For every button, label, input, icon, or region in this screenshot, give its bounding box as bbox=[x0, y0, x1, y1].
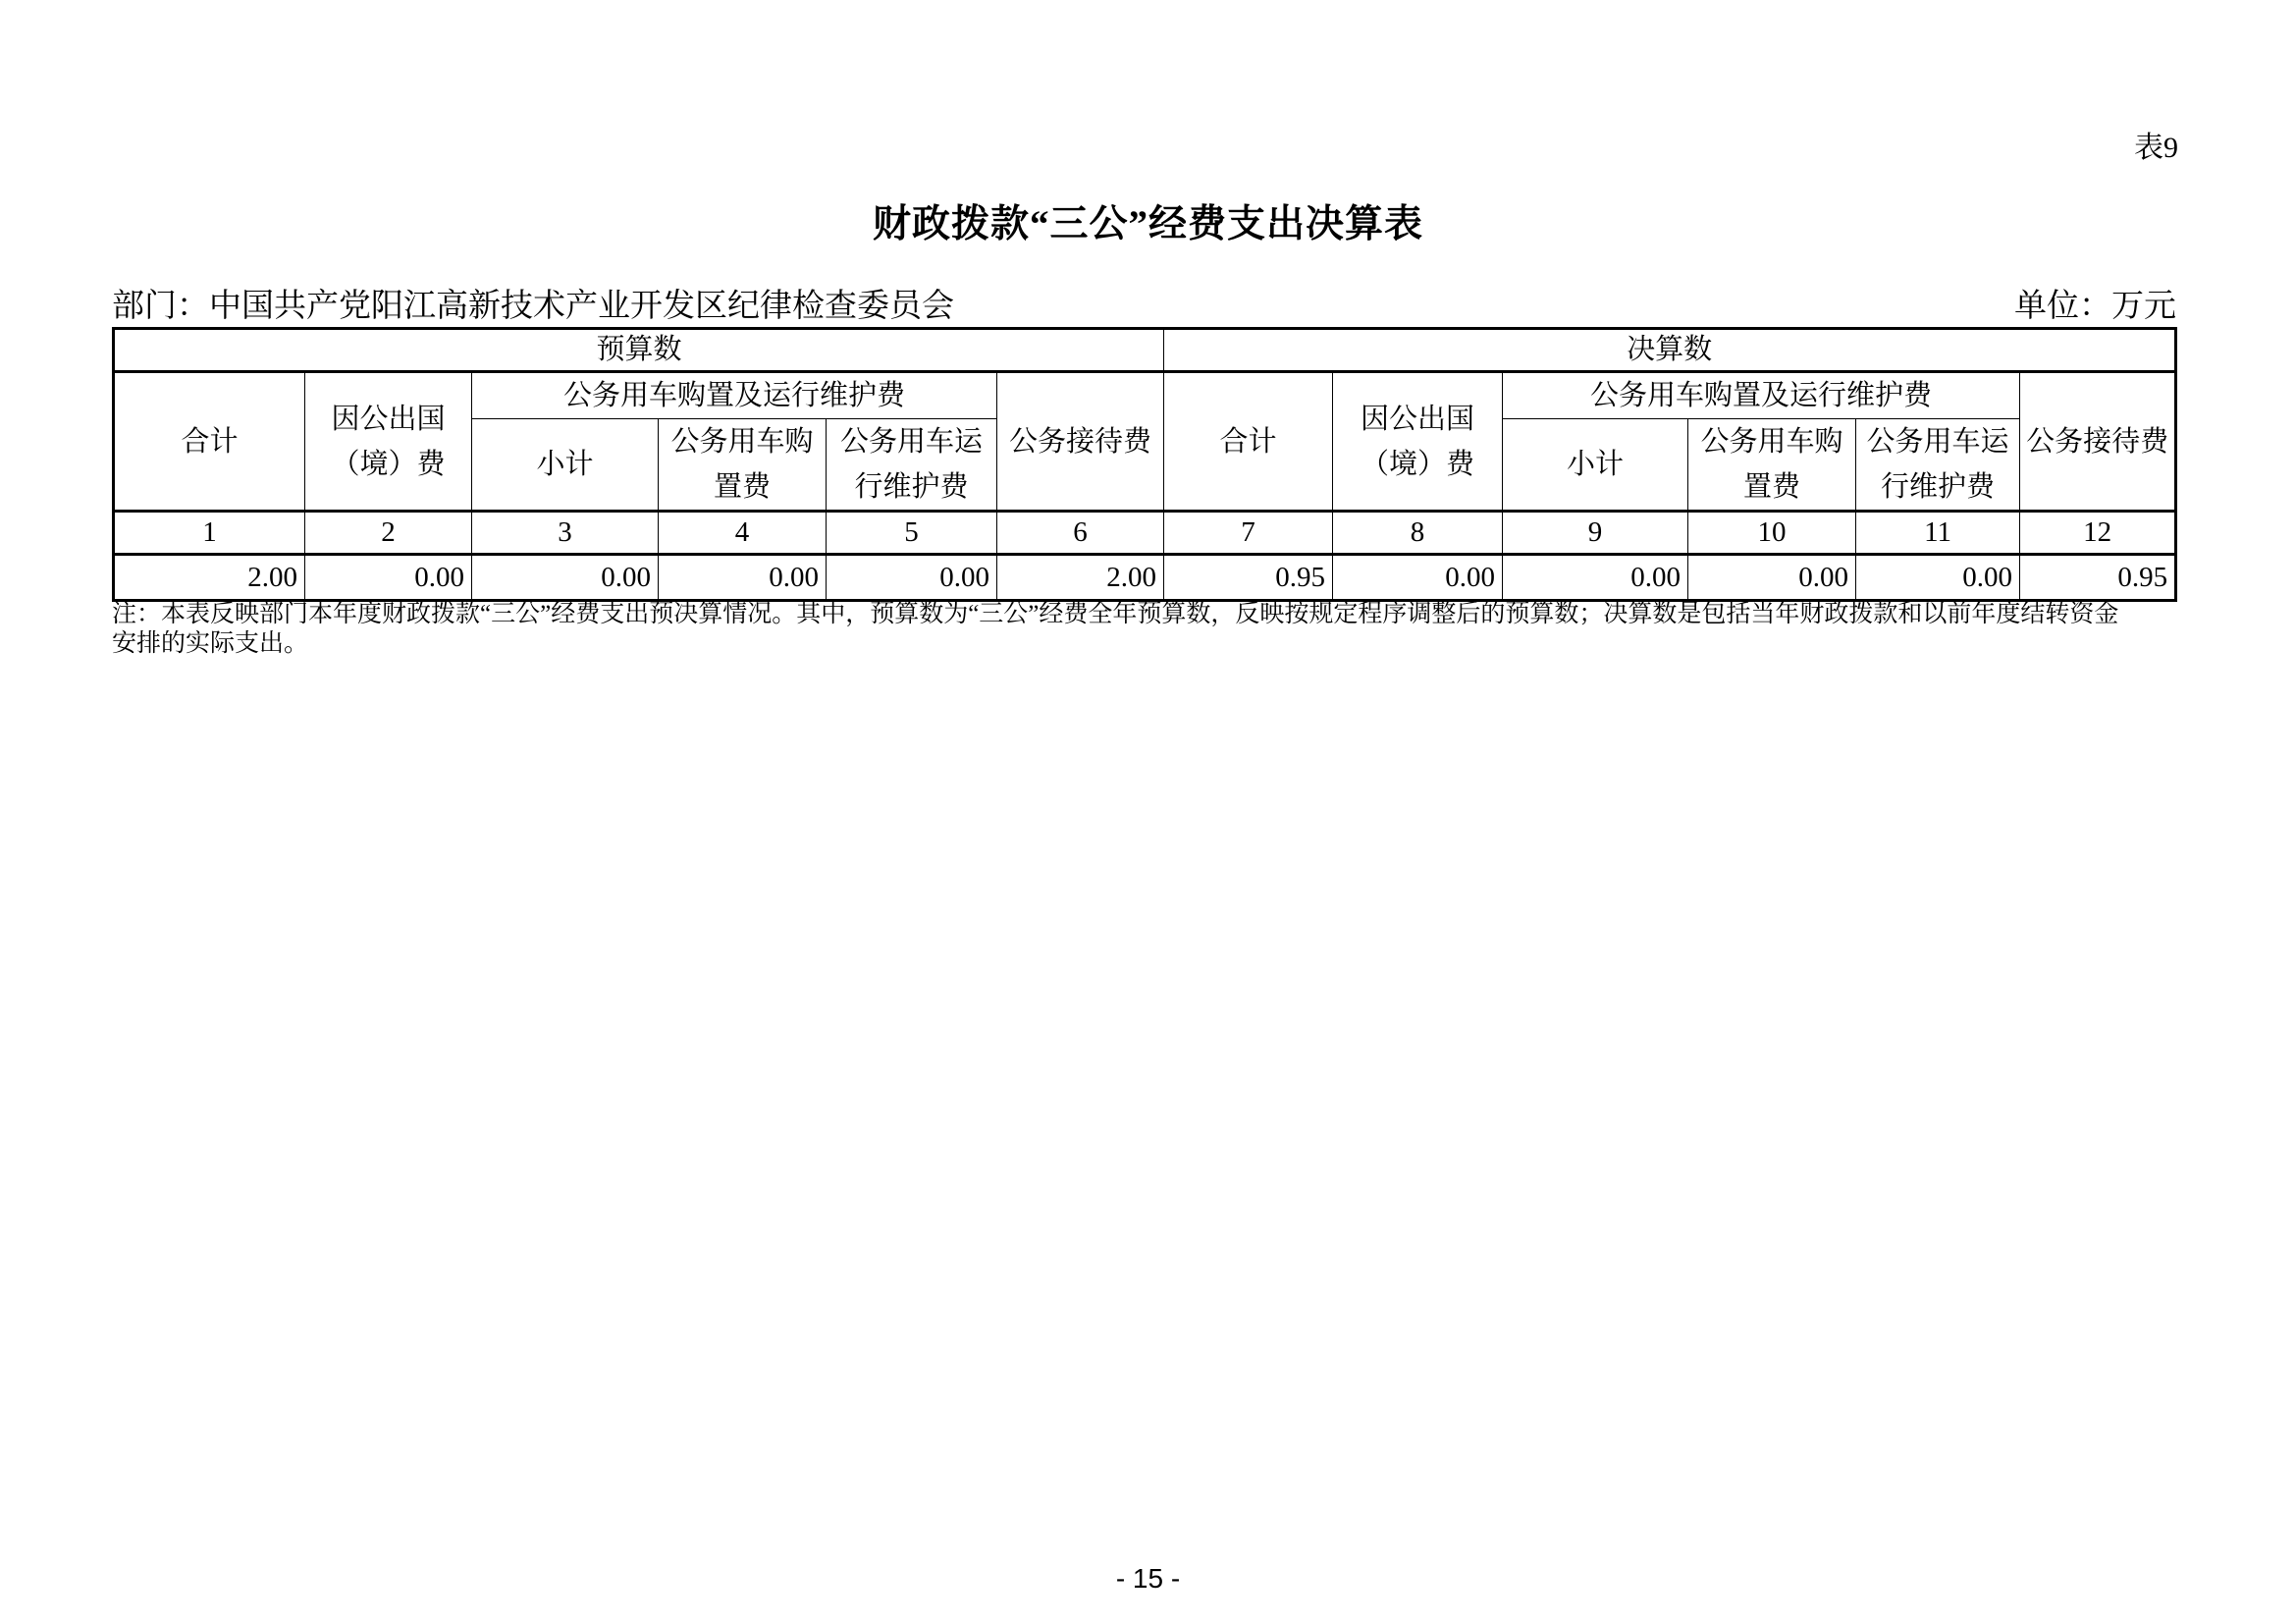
budget-group-header: 预算数 bbox=[114, 329, 1164, 372]
table-note-line2: 安排的实际支出。 bbox=[112, 630, 309, 657]
budget-maintenance-header-line1: 公务用车运 bbox=[839, 426, 983, 458]
budget-purchase-header bbox=[659, 419, 827, 512]
final-reception-header: 公务接待费 bbox=[2020, 372, 2176, 512]
budget-subtotal-header: 小计 bbox=[472, 419, 659, 512]
budget-purchase-value: 0.00 bbox=[659, 555, 827, 601]
final-purchase-header bbox=[1688, 419, 1856, 512]
col-index-7: 7 bbox=[1164, 512, 1333, 555]
budget-total-value: 2.00 bbox=[114, 555, 305, 601]
col-index-6: 6 bbox=[997, 512, 1164, 555]
three-public-expense-table bbox=[112, 327, 2177, 602]
group-header-row bbox=[114, 329, 2176, 372]
table-tag: 表9 bbox=[2134, 132, 2178, 164]
data-row bbox=[114, 555, 2176, 601]
final-group-header: 决算数 bbox=[1164, 329, 2176, 372]
final-maintenance-header bbox=[1856, 419, 2020, 512]
final-reception-value: 0.95 bbox=[2020, 555, 2176, 601]
meta-row bbox=[112, 287, 2176, 326]
final-total-header: 合计 bbox=[1164, 372, 1333, 512]
budget-abroad-value: 0.00 bbox=[305, 555, 472, 601]
col-index-10: 10 bbox=[1688, 512, 1856, 555]
final-maintenance-header-line2: 行维护费 bbox=[1881, 471, 1996, 503]
unit-label: 单位：万元 bbox=[2014, 289, 2176, 324]
budget-abroad-header-line2: （境）费 bbox=[331, 448, 446, 480]
final-purchase-header-line2: 置费 bbox=[1743, 471, 1801, 503]
final-purchase-value: 0.00 bbox=[1688, 555, 1856, 601]
table-note bbox=[112, 600, 2203, 659]
department-label: 部门：中国共产党阳江高新技术产业开发区纪律检查委员会 bbox=[112, 289, 954, 324]
table-note-line1: 注：本表反映部门本年度财政拨款“三公”经费支出预决算情况。其中，预算数为“三公”经费全年预算数，反映按规定程序调整后的预算数；决算数是包括当年财政拨款和以前年度结转资金 bbox=[112, 601, 2119, 627]
final-vehicle-group-header: 公务用车购置及运行维护费 bbox=[1503, 372, 2020, 419]
budget-purchase-header-line2: 置费 bbox=[713, 471, 771, 503]
budget-abroad-header bbox=[305, 372, 472, 512]
budget-purchase-header-line1: 公务用车购 bbox=[670, 426, 814, 458]
budget-maintenance-header-line2: 行维护费 bbox=[854, 471, 969, 503]
budget-subtotal-value: 0.00 bbox=[472, 555, 659, 601]
col-index-4: 4 bbox=[659, 512, 827, 555]
column-header-row-upper bbox=[114, 372, 2176, 419]
final-abroad-header-line2: （境）费 bbox=[1361, 448, 1475, 480]
budget-vehicle-group-header: 公务用车购置及运行维护费 bbox=[472, 372, 997, 419]
budget-total-header: 合计 bbox=[114, 372, 305, 512]
col-index-12: 12 bbox=[2020, 512, 2176, 555]
final-subtotal-header: 小计 bbox=[1503, 419, 1688, 512]
budget-maintenance-header bbox=[827, 419, 997, 512]
col-index-9: 9 bbox=[1503, 512, 1688, 555]
col-index-2: 2 bbox=[305, 512, 472, 555]
final-purchase-header-line1: 公务用车购 bbox=[1700, 426, 1843, 458]
col-index-1: 1 bbox=[114, 512, 305, 555]
col-index-11: 11 bbox=[1856, 512, 2020, 555]
col-index-5: 5 bbox=[827, 512, 997, 555]
budget-reception-value: 2.00 bbox=[997, 555, 1164, 601]
budget-reception-header: 公务接待费 bbox=[997, 372, 1164, 512]
page-title: 财政拨款“三公”经费支出决算表 bbox=[872, 203, 1423, 245]
budget-abroad-header-line1: 因公出国 bbox=[331, 403, 446, 435]
final-maintenance-value: 0.00 bbox=[1856, 555, 2020, 601]
final-abroad-header bbox=[1333, 372, 1503, 512]
final-abroad-header-line1: 因公出国 bbox=[1361, 403, 1475, 435]
col-index-3: 3 bbox=[472, 512, 659, 555]
col-index-8: 8 bbox=[1333, 512, 1503, 555]
column-number-row bbox=[114, 512, 2176, 555]
page-number: - 15 - bbox=[1115, 1563, 1181, 1594]
final-maintenance-header-line1: 公务用车运 bbox=[1866, 426, 2009, 458]
final-abroad-value: 0.00 bbox=[1333, 555, 1503, 601]
final-subtotal-value: 0.00 bbox=[1503, 555, 1688, 601]
budget-maintenance-value: 0.00 bbox=[827, 555, 997, 601]
final-total-value: 0.95 bbox=[1164, 555, 1333, 601]
